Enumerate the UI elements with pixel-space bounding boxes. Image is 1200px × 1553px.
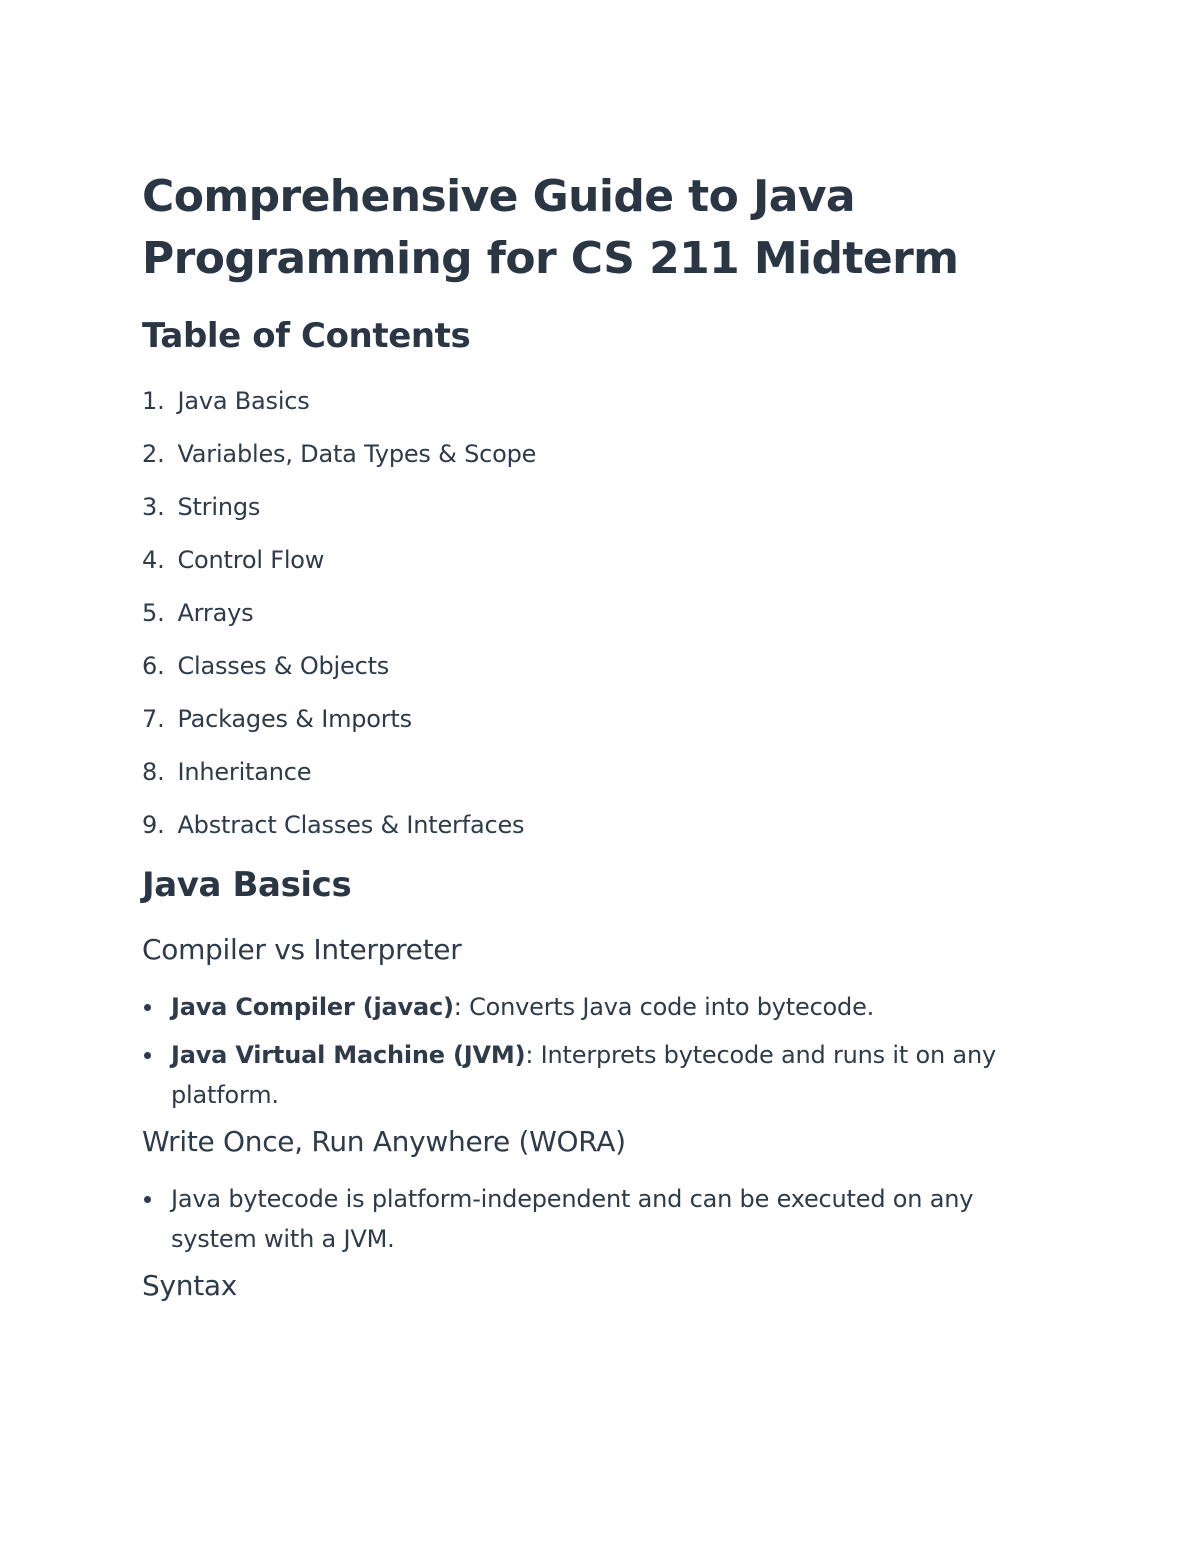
subsection-heading-syntax: Syntax — [142, 1269, 237, 1302]
toc-item[interactable] — [142, 649, 1042, 683]
toc-item-label: Packages & Imports — [177, 705, 412, 733]
bullet-text: Converts Java code into bytecode. — [461, 993, 875, 1021]
toc-item[interactable] — [142, 490, 1042, 524]
toc-item-number: 9. — [142, 811, 165, 839]
compiler-bullet-list — [142, 987, 1042, 1115]
wora-bullet-list — [142, 1179, 1042, 1259]
toc-item-label: Arrays — [177, 599, 254, 627]
table-of-contents — [142, 384, 1042, 842]
document-title: Comprehensive Guide to Java Programming for CS 211 Midterm — [142, 171, 959, 284]
toc-item-number: 7. — [142, 705, 165, 733]
toc-item-number: 8. — [142, 758, 165, 786]
toc-item[interactable] — [142, 596, 1042, 630]
toc-item-label: Variables, Data Types & Scope — [177, 440, 537, 468]
toc-item[interactable] — [142, 702, 1042, 736]
toc-item-label: Classes & Objects — [177, 652, 390, 680]
bullet-icon — [144, 1052, 151, 1059]
bullet-separator: : — [525, 1041, 534, 1069]
toc-item-label: Strings — [177, 493, 261, 521]
toc-item[interactable] — [142, 543, 1042, 577]
toc-item-number: 6. — [142, 652, 165, 680]
toc-item-label: Java Basics — [177, 387, 310, 415]
document-page — [142, 166, 1042, 1305]
bullet-term: Java Compiler (javac) — [171, 993, 454, 1021]
subsection-heading-compiler: Compiler vs Interpreter — [142, 933, 462, 966]
bullet-text: Java bytecode is platform-independent and can be executed on any system with a JVM. — [171, 1185, 974, 1253]
list-item — [142, 1035, 1021, 1115]
bullet-separator: : — [453, 993, 462, 1021]
bullet-text: Interprets bytecode and runs it on any platform. — [171, 1041, 996, 1109]
toc-item-number: 1. — [142, 387, 165, 415]
toc-item-label: Inheritance — [177, 758, 312, 786]
toc-item-number: 2. — [142, 440, 165, 468]
section-heading-java-basics: Java Basics — [142, 865, 352, 905]
bullet-icon — [144, 1196, 151, 1203]
toc-heading: Table of Contents — [142, 316, 471, 356]
toc-item-number: 3. — [142, 493, 165, 521]
toc-item-number: 5. — [142, 599, 165, 627]
toc-item-label: Control Flow — [177, 546, 325, 574]
toc-item[interactable] — [142, 755, 1042, 789]
subsection-heading-wora: Write Once, Run Anywhere (WORA) — [142, 1125, 626, 1158]
toc-item-number: 4. — [142, 546, 165, 574]
toc-item[interactable] — [142, 384, 1042, 418]
toc-item[interactable] — [142, 808, 1042, 842]
bullet-icon — [144, 1004, 151, 1011]
list-item — [142, 987, 1021, 1027]
toc-item-label: Abstract Classes & Interfaces — [177, 811, 525, 839]
bullet-term: Java Virtual Machine (JVM) — [171, 1041, 526, 1069]
list-item — [142, 1179, 1021, 1259]
toc-item[interactable] — [142, 437, 1042, 471]
